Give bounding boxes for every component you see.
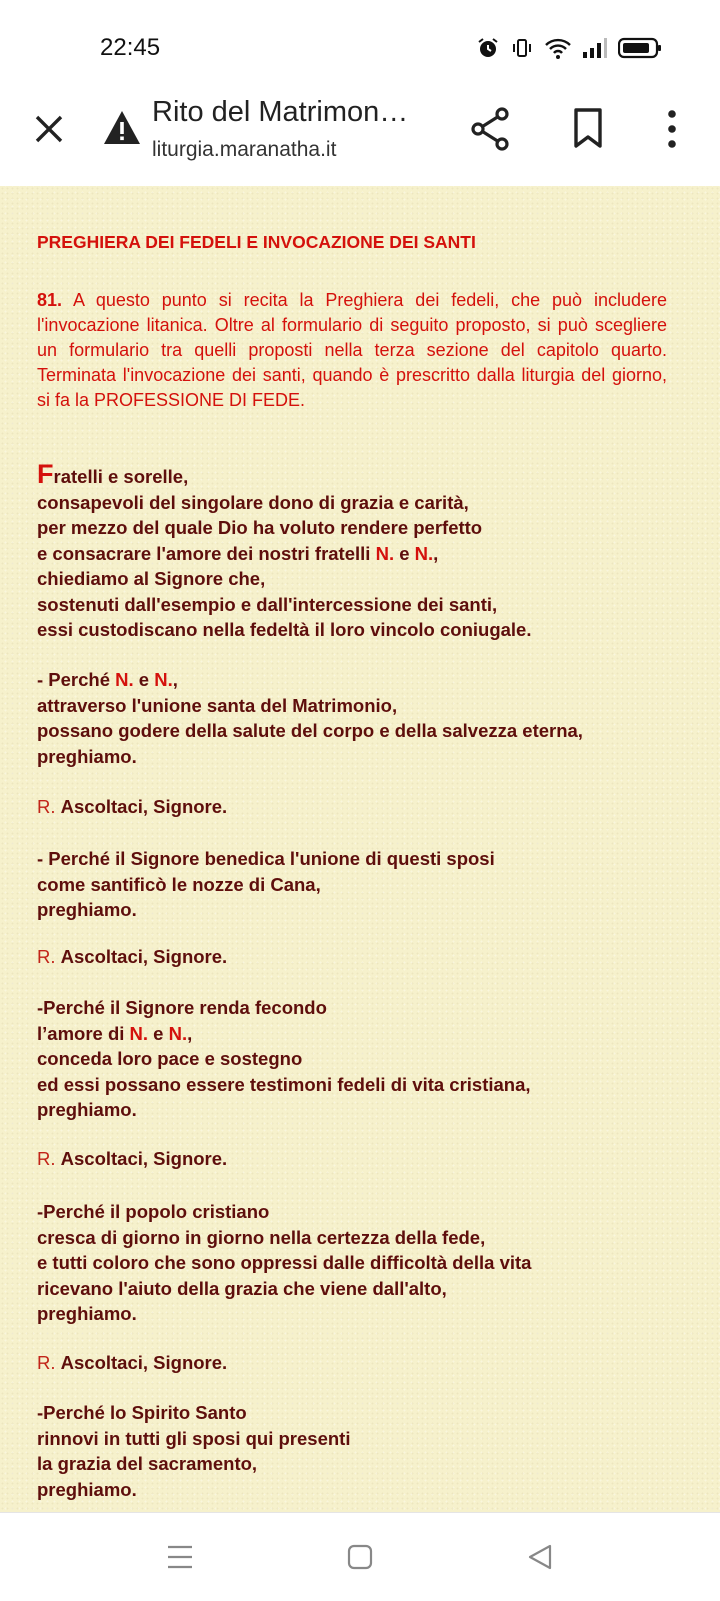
rubric-paragraph: [37, 288, 667, 413]
more-menu-button[interactable]: [658, 106, 686, 152]
status-time: 22:45: [100, 34, 161, 61]
page-title[interactable]: Rito del Matrimon…: [152, 96, 409, 128]
petition-2: - Perché il Signore benedica l'unione di questi sposi come santificò le nozze di Cana, preghiamo.: [37, 848, 495, 920]
signal-icon: [582, 36, 608, 60]
section-heading: PREGHIERA DEI FEDELI E INVOCAZIONE DEI SANTI: [37, 232, 476, 252]
bookmark-button[interactable]: [568, 106, 608, 152]
system-nav-bar: [0, 1512, 720, 1601]
vibrate-icon: [510, 36, 534, 60]
rubric-text: A questo punto si recita la Preghiera dei fedeli, che può includere l'invocazione litanica. Oltre al formulario di seguito proposto, si può scegliere un formulario tra quelli proposti nella terza sezione del capitolo quarto. Terminata l'invocazione dei santi, quando è prescritto dalla liturgia del giorno, si fa la PROFESSIONE DI FEDE.: [37, 290, 667, 410]
back-triangle-icon: [527, 1544, 553, 1570]
response: R. Ascoltaci, Signore.: [37, 1352, 228, 1373]
bookmark-icon: [568, 106, 608, 152]
page-content[interactable]: [0, 186, 720, 1512]
petition-3: -Perché il Signore renda fecondo l’amore di N. e N., conceda loro pace e sostegno ed essi possano essere testimoni fedeli di vita cristiana, preghiamo.: [37, 997, 531, 1120]
petition-4: -Perché il popolo cristiano cresca di giorno in giorno nella certezza della fede, e tutti coloro che sono oppressi dalle difficoltà della vita ricevano l'aiuto della grazia che viene dall'alto, preghiamo.: [37, 1201, 532, 1324]
page-url[interactable]: liturgia.maranatha.it: [152, 138, 337, 161]
status-icons: [476, 34, 662, 62]
share-button[interactable]: [468, 106, 512, 152]
response: R. Ascoltaci, Signore.: [37, 796, 228, 817]
close-button[interactable]: [28, 108, 70, 150]
rubric-number: 81.: [37, 290, 63, 310]
warning-icon[interactable]: [102, 108, 142, 148]
status-bar: [0, 0, 720, 86]
response: R. Ascoltaci, Signore.: [37, 946, 228, 967]
menu-lines-icon: [166, 1544, 194, 1570]
alarm-icon: [476, 36, 500, 60]
petition-1: - Perché N. e N., attraverso l'unione santa del Matrimonio, possano godere della salute del corpo e della salvezza eterna, preghiamo.: [37, 669, 583, 767]
battery-icon: [618, 36, 662, 60]
petition-5: -Perché lo Spirito Santo rinnovi in tutti gli sposi qui presenti la grazia del sacramento, preghiamo.: [37, 1402, 351, 1500]
share-icon: [468, 106, 512, 152]
drop-cap: F: [37, 459, 54, 489]
browser-toolbar: [0, 86, 720, 186]
wifi-icon: [544, 36, 572, 60]
intro-prayer: Fratelli e sorelle, consapevoli del singolare dono di grazia e carità, per mezzo del quale Dio ha voluto rendere perfetto e consacrare l'amore dei nostri fratelli N. e N., chiediamo al Signore che, sostenuti dall'esempio e dall'intercessione dei santi, essi custodiscano nella fedeltà il loro vincolo coniugale.: [37, 459, 532, 640]
back-button[interactable]: [518, 1535, 562, 1579]
home-button[interactable]: [338, 1535, 382, 1579]
response: R. Ascoltaci, Signore.: [37, 1148, 228, 1169]
recent-apps-button[interactable]: [158, 1535, 202, 1579]
home-square-icon: [347, 1544, 373, 1570]
more-vert-icon: [658, 106, 686, 152]
close-icon: [34, 114, 64, 144]
